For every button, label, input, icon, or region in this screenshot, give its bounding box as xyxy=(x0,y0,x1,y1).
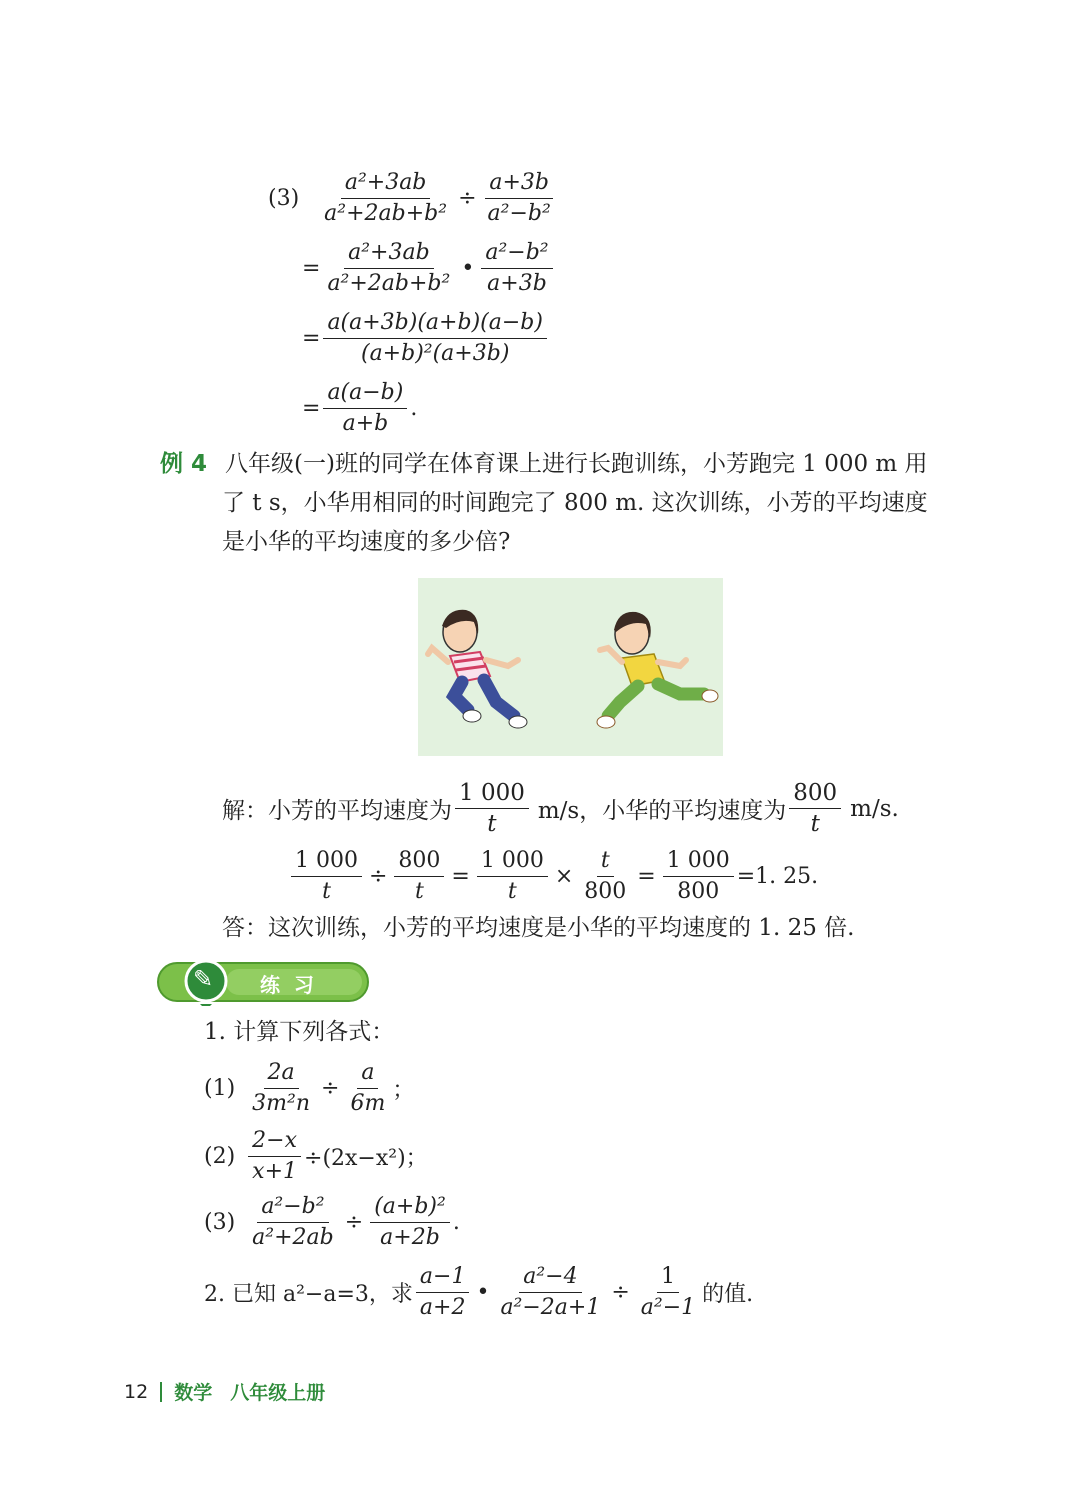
operator: • xyxy=(461,256,475,281)
denominator: 800 xyxy=(584,879,627,904)
expression-rest: ÷(2x−x²)； xyxy=(304,1146,428,1171)
solution-speeds xyxy=(222,778,899,839)
fraction xyxy=(477,846,548,907)
numerator: a xyxy=(357,1058,378,1089)
denominator: t xyxy=(810,811,820,837)
solution-calculation xyxy=(288,846,818,907)
q2-prefix: 2. 已知 a²−a=3，求 xyxy=(204,1282,413,1307)
operator: ÷ xyxy=(321,1076,340,1101)
numerator: 2a xyxy=(264,1058,299,1089)
fraction xyxy=(346,1058,389,1119)
numerator: 800 xyxy=(394,846,444,877)
exercise-q1: 1. 计算下列各式： xyxy=(204,1019,395,1045)
denominator: 800 xyxy=(677,879,720,904)
operator: • xyxy=(476,1280,490,1305)
numerator: 1 000 xyxy=(455,778,529,809)
numerator: (a+b)² xyxy=(370,1192,450,1223)
exercise-item-2 xyxy=(204,1126,428,1187)
numerator: 1 000 xyxy=(663,846,734,877)
denominator: 6m xyxy=(350,1091,386,1116)
operator: = xyxy=(637,864,656,889)
denominator: a+2 xyxy=(419,1295,466,1320)
footer-divider xyxy=(160,1382,162,1402)
numerator: 1 000 xyxy=(477,846,548,877)
denominator: a+b xyxy=(342,411,389,436)
solution3-line2 xyxy=(302,238,556,299)
punctuation: . xyxy=(452,1210,460,1235)
operator: ÷ xyxy=(611,1280,630,1305)
badge-label: 练 习 xyxy=(260,973,314,997)
fraction xyxy=(291,846,362,907)
denominator: 3m²n xyxy=(252,1091,311,1116)
item-label: (1) xyxy=(204,1076,236,1101)
denominator: t xyxy=(507,879,517,904)
fraction xyxy=(789,778,841,839)
fraction xyxy=(248,1126,301,1187)
solution3-line1 xyxy=(268,168,558,229)
denominator: t xyxy=(487,811,497,837)
denominator: t xyxy=(322,879,331,904)
footer-subject: 数学 xyxy=(174,1382,213,1404)
running-children-illustration xyxy=(418,578,723,756)
numerator: 2−x xyxy=(248,1126,301,1157)
punctuation: ； xyxy=(392,1078,415,1103)
denominator: a²+2ab xyxy=(252,1225,334,1250)
equals-sign: = xyxy=(302,396,321,421)
fraction xyxy=(248,1192,338,1253)
numerator: t xyxy=(597,846,614,877)
numerator: a²−b² xyxy=(481,238,552,269)
denominator: t xyxy=(415,879,424,904)
operator: × xyxy=(554,864,574,889)
equals-sign: = xyxy=(302,256,321,281)
unit-text: m/s，小华的平均速度为 xyxy=(537,798,787,824)
denominator: (a+b)²(a+3b) xyxy=(360,341,510,366)
denominator: a+2b xyxy=(380,1225,440,1250)
numerator: 800 xyxy=(789,778,841,809)
fraction xyxy=(323,378,407,439)
operator: ÷ xyxy=(344,1210,364,1235)
operator: ÷ xyxy=(458,186,477,211)
fraction xyxy=(580,846,630,907)
numerator: 1 xyxy=(657,1262,679,1293)
footer-book: 八年级上册 xyxy=(230,1382,326,1404)
operator: ÷ xyxy=(368,864,388,889)
item-label: (2) xyxy=(204,1144,236,1169)
equals-sign: = xyxy=(302,326,321,351)
numerator: a(a+3b)(a+b)(a−b) xyxy=(323,308,547,339)
runners-drawing xyxy=(418,578,723,756)
example-label: 例 4 xyxy=(160,451,208,477)
denominator: a²+2ab+b² xyxy=(324,201,448,226)
fraction xyxy=(248,1058,314,1119)
denominator: a+3b xyxy=(487,271,547,296)
fraction xyxy=(637,1262,699,1323)
q2-suffix: 的值. xyxy=(702,1282,754,1307)
page-number: 12 xyxy=(124,1380,149,1403)
numerator: a²−b² xyxy=(257,1192,328,1223)
denominator: a²−2a+1 xyxy=(500,1295,601,1320)
numerator: a−1 xyxy=(416,1262,470,1293)
solution3-line3 xyxy=(302,308,550,369)
solution-answer: 答：这次训练，小芳的平均速度是小华的平均速度的 1. 25 倍. xyxy=(222,915,855,941)
fraction xyxy=(370,1192,450,1253)
pencil-icon: ✎ xyxy=(193,965,214,993)
exercise-item-3 xyxy=(204,1192,460,1253)
solution3-line4 xyxy=(302,378,417,439)
page-footer xyxy=(124,1378,325,1405)
unit-text: m/s. xyxy=(850,795,899,822)
fraction xyxy=(663,846,734,907)
boy-runner xyxy=(597,612,718,728)
denominator: x+1 xyxy=(252,1159,298,1184)
denominator: a²−b² xyxy=(487,201,551,226)
fraction xyxy=(484,168,555,229)
operator: = xyxy=(451,864,470,889)
exercise-item-1 xyxy=(204,1058,414,1119)
exercise-badge xyxy=(156,960,370,1006)
fraction xyxy=(323,238,454,299)
example4-line2: 了 t s，小华用相同的时间跑完了 800 m. 这次训练，小芳的平均速度 xyxy=(222,490,928,516)
denominator: a²+2ab+b² xyxy=(327,271,451,296)
example4-line1 xyxy=(160,444,928,484)
fraction xyxy=(320,168,451,229)
fraction xyxy=(394,846,444,907)
girl-runner xyxy=(428,610,527,728)
exercise-q2 xyxy=(204,1262,753,1323)
numerator: 1 000 xyxy=(291,846,362,877)
fraction xyxy=(496,1262,604,1323)
numerator: a+3b xyxy=(485,168,553,199)
period: . xyxy=(410,396,418,421)
result: =1. 25. xyxy=(736,864,819,889)
numerator: a²+3ab xyxy=(341,168,431,199)
example-text: 八年级(一)班的同学在体育课上进行长跑训练，小芳跑完 1 000 m 用 xyxy=(225,451,928,477)
example4-line3: 是小华的平均速度的多少倍? xyxy=(222,529,511,555)
fraction xyxy=(416,1262,470,1323)
solution-intro: 解：小芳的平均速度为 xyxy=(222,798,452,824)
numerator: a(a−b) xyxy=(323,378,407,409)
fraction xyxy=(455,778,529,839)
denominator: a²−1 xyxy=(640,1295,696,1320)
item-label: (3) xyxy=(268,186,300,211)
fraction xyxy=(323,308,547,369)
fraction xyxy=(481,238,552,299)
numerator: a²−4 xyxy=(519,1262,581,1293)
numerator: a²+3ab xyxy=(344,238,434,269)
item-label: (3) xyxy=(204,1210,236,1235)
